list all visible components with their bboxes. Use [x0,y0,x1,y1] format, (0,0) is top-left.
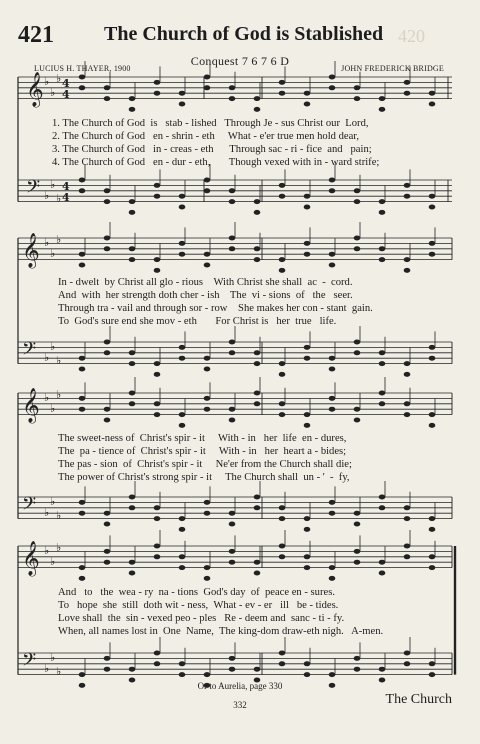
note-head [179,345,186,350]
treble-clef-icon: 𝄞 [22,233,40,268]
note-head [129,361,136,366]
note-head [154,257,161,262]
note-head [429,554,436,559]
note-head [129,401,136,406]
note-head [204,75,211,80]
note-head [329,188,336,193]
note-head [79,396,86,401]
note-head [429,423,436,428]
note-head [329,178,336,183]
note-head [254,199,261,204]
note-head [229,560,236,565]
note-head [304,91,311,96]
note-head [204,263,211,268]
lyric-line: Love shall the sin - vexed peo - ples Re - deem and sanc - ti - fy. [58,613,345,624]
bass-clef-icon: 𝄢 [22,494,37,519]
note-head [404,544,411,549]
flat-icon: ♭ [44,189,50,202]
note-head [254,107,261,112]
note-head [329,252,336,257]
note-head [254,96,261,101]
note-head [354,407,361,412]
note-head [429,412,436,417]
note-head [329,367,336,372]
note-head [229,350,236,355]
lyric-line: The power of Christ's strong spir - it The Church shall un - ' - fy, [58,472,350,483]
note-head [79,178,86,183]
note-head [179,516,186,521]
note-head [204,407,211,412]
note-head [104,96,111,101]
note-head [104,667,111,672]
note-head [204,565,211,570]
note-head [104,511,111,516]
lyric-line: Through tra - vail and through sor - row She makes her con - stant gain. [58,303,373,314]
note-head [279,257,286,262]
note-head [404,194,411,199]
note-head [154,372,161,377]
note-head [429,672,436,677]
note-head [404,412,411,417]
note-head [279,183,286,188]
note-head [179,252,186,257]
note-head [129,391,136,396]
note-head [204,500,211,505]
note-head [304,205,311,210]
note-head [379,199,386,204]
note-head [229,522,236,527]
note-head [229,188,236,193]
note-head [379,391,386,396]
note-head [104,340,111,345]
note-head [79,511,86,516]
bleed-through-number: 420 [398,26,425,46]
note-head [379,107,386,112]
note-head [329,263,336,268]
note-head [379,571,386,576]
note-head [354,236,361,241]
note-head [404,80,411,85]
note-head [129,571,136,576]
note-head [229,656,236,661]
note-head [204,252,211,257]
note-head [79,407,86,412]
note-head [129,96,136,101]
note-head [279,505,286,510]
note-head [304,412,311,417]
time-signature: 4 [62,180,70,193]
note-head [254,401,261,406]
note-head [354,560,361,565]
note-head [429,205,436,210]
note-head [229,511,236,516]
note-head [254,350,261,355]
note-head [304,102,311,107]
note-head [329,396,336,401]
note-head [279,554,286,559]
page-number: 332 [233,700,247,710]
note-head [279,401,286,406]
bass-clef-icon: 𝄢 [22,650,37,675]
hymn-number: 421 [18,22,54,48]
note-head [254,246,261,251]
note-head [254,667,261,672]
note-head [429,516,436,521]
music-credit: JOHN FREDERICK BRIDGE [341,64,444,73]
note-head [179,661,186,666]
note-head [229,407,236,412]
note-head [204,85,211,90]
note-head [154,412,161,417]
note-head [154,80,161,85]
flat-icon: ♭ [56,72,62,85]
flat-icon: ♭ [56,233,62,246]
note-head [379,505,386,510]
note-head [179,565,186,570]
note-head [129,210,136,215]
note-head [154,544,161,549]
note-head [104,246,111,251]
note-head [354,199,361,204]
note-head [279,268,286,273]
note-head [429,356,436,361]
note-head [79,85,86,90]
note-head [279,544,286,549]
flat-icon: ♭ [56,665,62,678]
note-head [229,96,236,101]
lyric-line: 1. The Church of God is stab - lished Through Je - sus Christ our Lord, [52,118,369,129]
note-head [404,401,411,406]
note-head [204,356,211,361]
flat-icon: ♭ [50,651,56,664]
lyric-line: And to the wea - ry na - tions God's day of peace en - sures. [58,587,335,598]
note-head [404,505,411,510]
lyric-line: The sweet-ness of Christ's spir - it With - in her life en - dures, [58,433,347,444]
note-head [354,667,361,672]
note-head [129,107,136,112]
note-head [304,194,311,199]
note-head [354,85,361,90]
note-head [429,194,436,199]
note-head [179,412,186,417]
note-head [404,268,411,273]
flat-icon: ♭ [44,506,50,519]
note-head [179,241,186,246]
note-head [204,396,211,401]
note-head [254,571,261,576]
lyric-line: 4. The Church of God en - dur - eth, Though vexed with in - ward strife; [52,157,380,168]
note-head [329,576,336,581]
note-head [204,511,211,516]
note-head [379,246,386,251]
note-head [179,102,186,107]
note-head [179,554,186,559]
note-head [429,527,436,532]
note-head [304,345,311,350]
note-head [379,350,386,355]
note-head [229,549,236,554]
note-head [129,350,136,355]
flat-icon: ♭ [50,86,56,99]
note-head [379,96,386,101]
tune-name: Conquest 7 6 7 6 D [190,54,290,68]
note-head [79,367,86,372]
note-head [354,246,361,251]
lyric-line: The pas - sion of Christ's spir - it Ne'er from the Church shall die; [58,459,352,470]
note-head [279,80,286,85]
flat-icon: ♭ [50,178,56,191]
note-head [104,350,111,355]
note-head [279,372,286,377]
note-head [404,516,411,521]
note-head [129,495,136,500]
note-head [79,565,86,570]
flat-icon: ♭ [56,541,62,554]
lyric-line: 3. The Church of God in - creas - eth Through sac - ri - fice and pain; [52,144,372,155]
note-head [354,188,361,193]
bass-clef-icon: 𝄢 [22,339,37,364]
note-head [354,340,361,345]
lyric-line: In - dwelt by Christ all glo - rious With Christ she shall ac - cord. [58,277,353,288]
note-head [104,188,111,193]
note-head [129,199,136,204]
note-head [104,407,111,412]
note-head [204,178,211,183]
note-head [254,560,261,565]
note-head [154,268,161,273]
note-head [254,210,261,215]
note-head [179,91,186,96]
note-head [329,356,336,361]
note-head [379,560,386,565]
note-head [304,241,311,246]
note-head [404,372,411,377]
flat-icon: ♭ [50,340,56,353]
note-head [404,183,411,188]
flat-icon: ♭ [56,388,62,401]
note-head [429,661,436,666]
note-head [79,263,86,268]
note-head [304,554,311,559]
note-head [104,560,111,565]
note-head [79,500,86,505]
note-head [304,661,311,666]
note-head [329,85,336,90]
note-head [404,554,411,559]
note-head [329,75,336,80]
flat-icon: ♭ [44,544,50,557]
note-head [129,257,136,262]
note-head [354,511,361,516]
note-head [79,252,86,257]
note-head [279,412,286,417]
note-head [154,183,161,188]
note-head [279,516,286,521]
note-head [104,199,111,204]
note-head [429,252,436,257]
note-head [329,511,336,516]
lyric-line: To God's sure end she mov - eth For Christ is her true life. [58,316,337,327]
note-head [404,257,411,262]
note-head [179,205,186,210]
note-head [104,549,111,554]
note-head [354,522,361,527]
treble-clef-icon: 𝄞 [22,541,40,576]
treble-clef-icon: 𝄞 [26,72,44,107]
note-head [229,85,236,90]
note-head [254,257,261,262]
note-head [104,522,111,527]
note-head [229,236,236,241]
note-head [154,194,161,199]
time-signature: 4 [62,77,70,90]
note-head [154,505,161,510]
flat-icon: ♭ [44,236,50,249]
flat-icon: ♭ [56,509,62,522]
flat-icon: ♭ [50,555,56,568]
note-head [354,656,361,661]
note-head [254,495,261,500]
note-head [379,257,386,262]
note-head [229,340,236,345]
flat-icon: ♭ [56,354,62,367]
note-head [279,661,286,666]
note-head [379,361,386,366]
note-head [379,667,386,672]
note-head [229,667,236,672]
note-head [129,246,136,251]
note-head [354,418,361,423]
note-head [229,418,236,423]
lyric-line: The pa - tience of Christ's spir - it With - in her heart a - bides; [58,446,347,457]
lyric-line: 2. The Church of God en - shrin - eth What - e'er true men hold dear, [52,131,360,142]
note-head [304,565,311,570]
bass-clef-icon: 𝄢 [26,177,41,202]
time-signature: 4 [62,191,70,204]
note-head [204,188,211,193]
note-head [304,672,311,677]
note-head [379,210,386,215]
flat-icon: ♭ [50,495,56,508]
note-head [254,391,261,396]
words-credit: LUCIUS H. THAYER, 1900 [34,64,131,73]
note-head [404,661,411,666]
time-signature: 4 [62,88,70,101]
note-head [79,672,86,677]
note-head [354,549,361,554]
note-head [154,661,161,666]
note-head [304,252,311,257]
note-head [154,554,161,559]
note-head [179,672,186,677]
note-head [104,656,111,661]
note-head [429,241,436,246]
note-head [204,367,211,372]
note-head [254,505,261,510]
note-head [329,407,336,412]
note-head [129,667,136,672]
flat-icon: ♭ [44,662,50,675]
note-head [354,96,361,101]
alternate-tune-note: Or to Aurelia, page 330 [197,681,283,691]
note-head [104,85,111,90]
lyric-line: To hope she still doth wit - ness, What - ev - er ill be - tides. [58,600,339,611]
note-head [154,401,161,406]
flat-icon: ♭ [44,75,50,88]
running-title: The Church [385,692,452,707]
hymn-title: The Church of God is Stablished [104,23,384,45]
note-head [179,194,186,199]
note-head [229,246,236,251]
note-head [329,500,336,505]
note-head [79,75,86,80]
flat-icon: ♭ [50,247,56,260]
note-head [154,651,161,656]
note-head [154,91,161,96]
note-head [379,495,386,500]
note-head [204,576,211,581]
note-head [429,345,436,350]
note-head [304,356,311,361]
note-head [329,672,336,677]
note-head [129,505,136,510]
note-head [79,356,86,361]
note-head [304,423,311,428]
lyric-line: When, all names lost in One Name, The king-dom draw-eth nigh. A-men. [58,626,384,637]
note-head [104,236,111,241]
note-head [104,418,111,423]
note-head [254,361,261,366]
note-head [179,423,186,428]
flat-icon: ♭ [50,402,56,415]
note-head [279,194,286,199]
flat-icon: ♭ [56,192,62,205]
note-head [304,527,311,532]
treble-clef-icon: 𝄞 [22,388,40,423]
note-head [129,560,136,565]
note-head [229,199,236,204]
lyric-line: And with her strength doth cher - ish The vi - sions of the seer. [58,290,353,301]
note-head [404,361,411,366]
note-head [429,91,436,96]
note-head [354,350,361,355]
note-head [279,651,286,656]
note-head [279,91,286,96]
note-head [429,102,436,107]
note-head [429,565,436,570]
note-head [204,672,211,677]
note-head [154,361,161,366]
note-head [179,356,186,361]
note-head [154,516,161,521]
note-head [79,576,86,581]
note-head [404,91,411,96]
note-head [279,361,286,366]
note-head [79,188,86,193]
flat-icon: ♭ [44,391,50,404]
flat-icon: ♭ [44,351,50,364]
note-head [379,401,386,406]
note-head [404,651,411,656]
note-head [304,516,311,521]
note-head [179,527,186,532]
note-head [329,565,336,570]
